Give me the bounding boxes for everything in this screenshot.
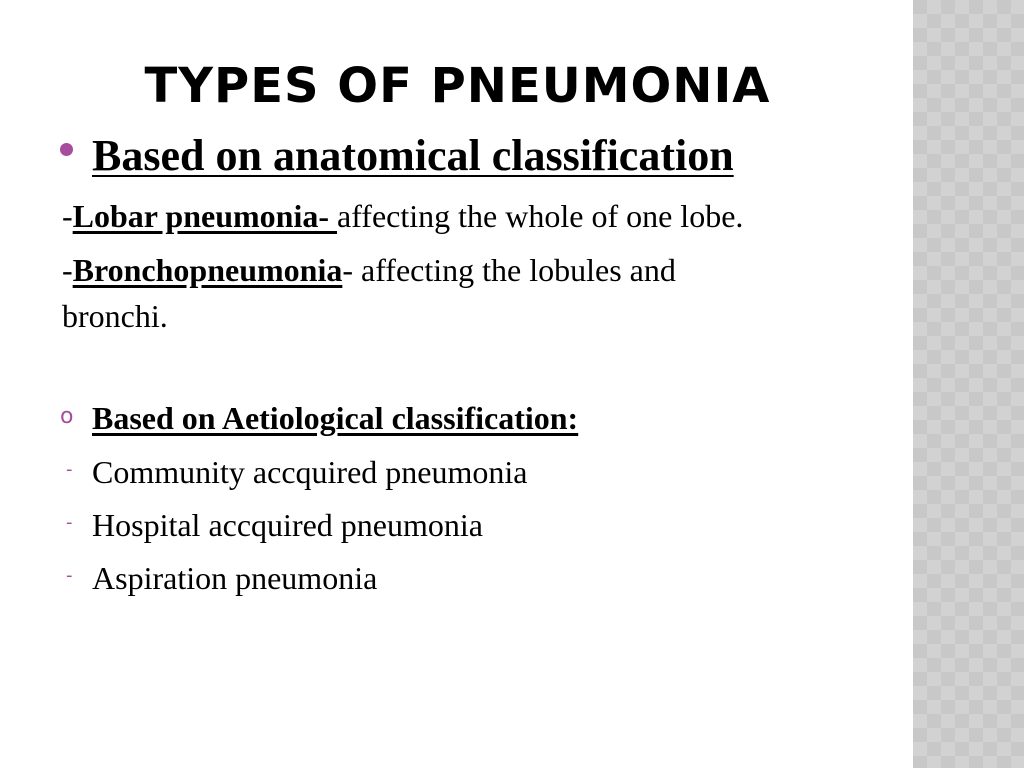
lobar-prefix: - — [62, 198, 73, 234]
aetiological-heading: Based on Aetiological classification: — [92, 400, 579, 436]
lobar-term: Lobar pneumonia- — [72, 198, 338, 234]
side-pattern-panel — [913, 0, 1024, 768]
dash-bullet-icon: - — [66, 459, 73, 480]
filled-circle-bullet-icon — [60, 143, 73, 156]
broncho-term: Bronchopneumonia — [72, 252, 343, 288]
broncho-prefix: - — [62, 252, 73, 288]
broncho-desc: - affecting the lobules and — [342, 252, 676, 288]
page-title: TYPES OF PNEUMONIA — [144, 58, 771, 114]
broncho-line — [62, 252, 676, 289]
list-item: Hospital accquired pneumonia — [92, 507, 483, 543]
broncho-line-2: bronchi. — [62, 298, 168, 334]
hollow-circle-bullet-icon: o — [60, 404, 74, 429]
lobar-desc: affecting the whole of one lobe. — [337, 198, 744, 234]
dash-bullet-icon: - — [66, 565, 73, 586]
dash-bullet-icon: - — [66, 512, 73, 533]
anatomical-heading: Based on anatomical classification — [92, 131, 734, 180]
list-item: Aspiration pneumonia — [92, 560, 378, 596]
list-item: Community accquired pneumonia — [92, 454, 528, 490]
lobar-line — [62, 198, 743, 235]
